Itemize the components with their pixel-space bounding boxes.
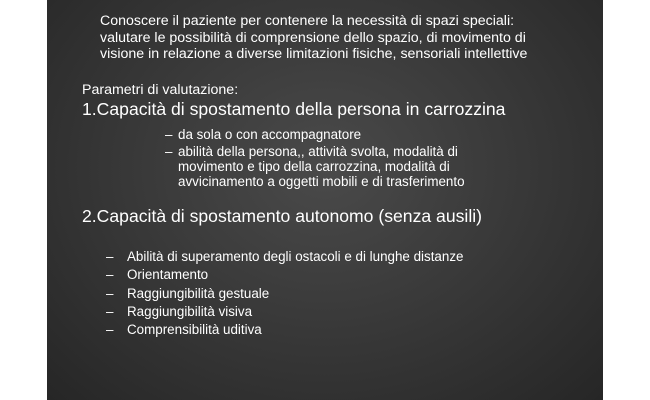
section-1-bullet-2-line-2: movimento e tipo della carrozzina, modalità di bbox=[178, 159, 450, 174]
section-2-bullet-3: Raggiungibilità gestuale bbox=[127, 286, 270, 301]
section-1-title: 1.Capacità di spostamento della persona in carrozzina bbox=[82, 99, 506, 119]
section-1-bullet-1: da sola o con accompagnatore bbox=[178, 127, 362, 142]
bullet-dash: – bbox=[106, 322, 114, 337]
bullet-dash: – bbox=[165, 127, 173, 142]
params-heading: Parametri di valutazione: bbox=[82, 82, 239, 98]
section-1-bullet-2-line-3: avvicinamento a oggetti mobili e di trasferimento bbox=[178, 174, 465, 189]
section-2-bullet-1: Abilità di superamento degli ostacoli e di lunghe distanze bbox=[127, 249, 464, 264]
section-2-bullet-5: Comprensibilità uditiva bbox=[127, 322, 262, 337]
slide bbox=[47, 0, 603, 400]
intro-line-1: Conoscere il paziente per contenere la necessità di spazi speciali: bbox=[100, 13, 515, 29]
intro-line-2: valutare le possibilità di comprensione dello spazio, di movimento di bbox=[100, 30, 526, 46]
bullet-dash: – bbox=[106, 249, 114, 264]
section-1-bullet-2-line-1: abilità della persona,, attività svolta, modalità di bbox=[178, 144, 458, 159]
section-2-bullet-2: Orientamento bbox=[127, 267, 209, 282]
bullet-dash: – bbox=[106, 286, 114, 301]
section-2-title: 2.Capacità di spostamento autonomo (senza ausili) bbox=[82, 206, 482, 226]
bullet-dash: – bbox=[106, 267, 114, 282]
intro-line-3: visione in relazione a diverse limitazioni fisiche, sensoriali intellettive bbox=[100, 46, 528, 62]
section-2-bullet-4: Raggiungibilità visiva bbox=[127, 304, 253, 319]
bullet-dash: – bbox=[106, 304, 114, 319]
bullet-dash: – bbox=[165, 144, 173, 159]
